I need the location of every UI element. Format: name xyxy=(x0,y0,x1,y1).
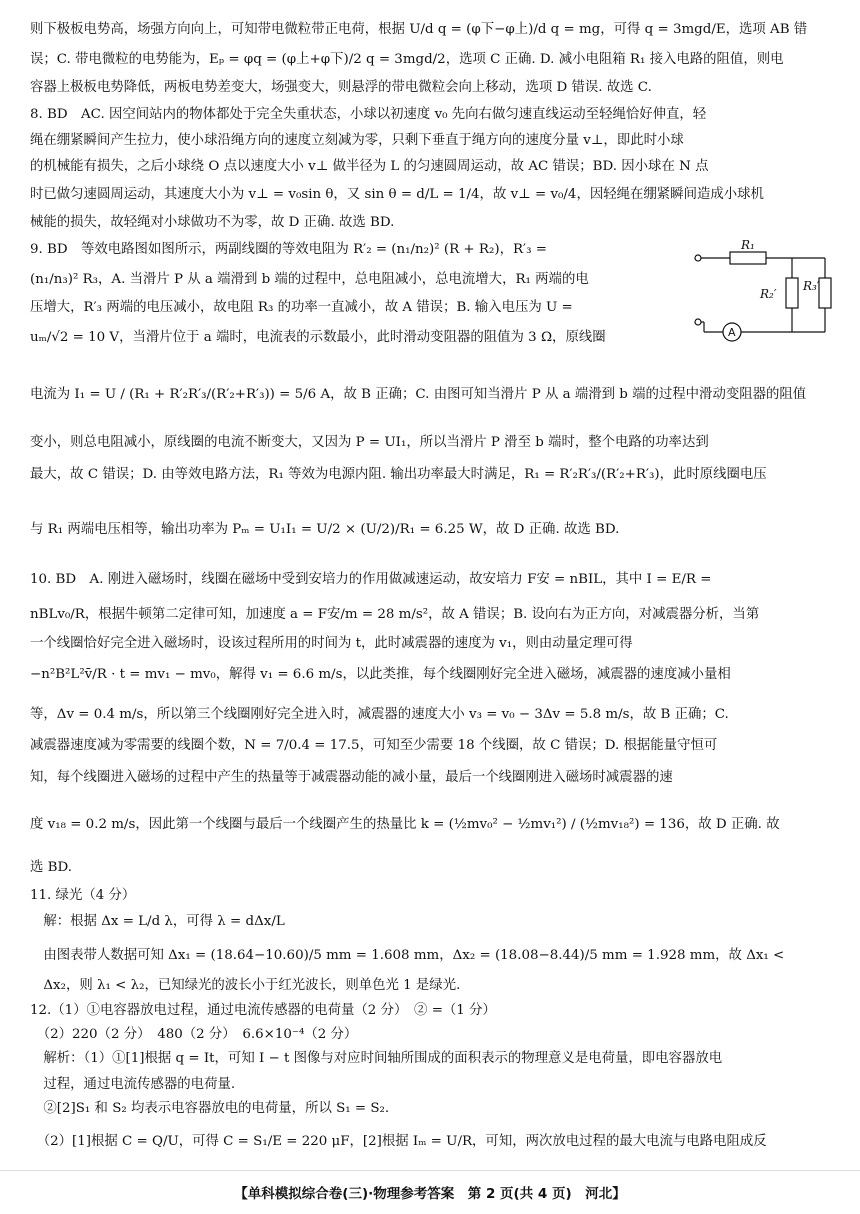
text-line: 则下极板电势高，场强方向向上，可知带电微粒带正电荷，根据 U/d q = (φ下−φ上)/d q = mg，可得 q = 3mgd/E，选项 AB 错 xyxy=(30,22,808,37)
text-line: （2）220（2 分） 480（2 分） 6.6×10⁻⁴（2 分） xyxy=(30,1027,358,1042)
r1-label: R₁ xyxy=(741,240,755,252)
footer-divider xyxy=(0,1170,860,1171)
text-line: 一个线圈恰好完全进入磁场时，设该过程所用的时间为 t，此时减震器的速度为 v₁，则由动量定理可得 xyxy=(30,636,633,651)
text-line: 误；C. 带电微粒的电势能为，Eₚ = φq = (φ上+φ下)/2 q = 3mgd/2，选项 C 正确. D. 减小电阻箱 R₁ 接入电路的阻值，则电 xyxy=(30,52,784,67)
text-line: 解：根据 Δx = L/d λ，可得 λ = dΔx/L xyxy=(30,914,285,929)
ammeter-icon: A xyxy=(728,326,736,339)
text-line: 9. BD 等效电路图如图所示，两副线圈的等效电阻为 R′₂ = (n₁/n₂)² (R + R₂)，R′₃ = xyxy=(30,242,547,257)
text-line: 由图表带人数据可知 Δx₁ = (18.64−10.60)/5 mm = 1.608 mm，Δx₂ = (18.08−8.44)/5 mm = 1.928 mm，故 Δx₁ < xyxy=(30,948,785,963)
r3-prime-label: R₃′ xyxy=(803,279,820,293)
text-line: ②[2]S₁ 和 S₂ 均表示电容器放电的电荷量，所以 S₁ = S₂. xyxy=(30,1101,390,1116)
r2-prime-label: R₂′ xyxy=(760,287,777,301)
text-line: 知，每个线圈进入磁场的过程中产生的热量等于减震器动能的减小量，最后一个线圈刚进入磁场时减震器的速 xyxy=(30,770,673,785)
text-line: 11. 绿光（4 分） xyxy=(30,888,136,903)
text-line: 时已做匀速圆周运动，其速度大小为 v⊥ = v₀sin θ，又 sin θ = d/L = 1/4，故 v⊥ = v₀/4，因轻绳在绷紧瞬间造成小球机 xyxy=(30,187,764,202)
text-line: Δx₂，则 λ₁ < λ₂，已知绿光的波长小于红光波长，则单色光 1 是绿光. xyxy=(30,978,461,993)
text-line: 变小，则总电阻减小，原线圈的电流不断变大，又因为 P = UI₁，所以当滑片 P 滑至 b 端时，整个电路的功率达到 xyxy=(30,435,709,450)
text-line: 等，Δv = 0.4 m/s，所以第三个线圈刚好完全进入时，减震器的速度大小 v₃ = v₀ − 3Δv = 5.8 m/s，故 B 正确；C. xyxy=(30,707,729,722)
text-line: nBLv₀/R，根据牛顿第二定律可知，加速度 a = F安/m = 28 m/s²，故 A 错误；B. 设向右为正方向，对减震器分析，当第 xyxy=(30,607,760,622)
text-line: 12.（1）①电容器放电过程，通过电流传感器的电荷量（2 分） ② =（1 分） xyxy=(30,1003,496,1018)
equivalent-circuit-diagram xyxy=(690,240,840,350)
page-footer: 【单科模拟综合卷(三)·物理参考答案 第 2 页(共 4 页) 河北】 xyxy=(234,1186,626,1202)
text-line: 减震器速度减为零需要的线圈个数，N = 7/0.4 = 17.5，可知至少需要 18 个线圈，故 C 错误；D. 根据能量守恒可 xyxy=(30,738,718,753)
text-line: 容器上极板电势降低，两板电势差变大，场强变大，则悬浮的带电微粒会向上移动，选项 D 错误. 故选 C. xyxy=(30,80,652,95)
text-line: 械能的损失，故轻绳对小球做功不为零，故 D 正确. 故选 BD. xyxy=(30,215,395,230)
text-line: 的机械能有损失，之后小球绕 O 点以速度大小 v⊥ 做半径为 L 的匀速圆周运动，故 AC 错误；BD. 因小球在 N 点 xyxy=(30,159,709,174)
text-line: 度 v₁₈ = 0.2 m/s，因此第一个线圈与最后一个线圈产生的热量比 k = (½mv₀² − ½mv₁²) / (½mv₁₈²) = 136，故 D 正确. 故 xyxy=(30,817,780,832)
text-line: 过程，通过电流传感器的电荷量. xyxy=(30,1077,236,1092)
text-line: −n²B²L²v̄/R · t = mv₁ − mv₀，解得 v₁ = 6.6 m/s，以此类推，每个线圈刚好完全进入磁场，减震器的速度减小量相 xyxy=(30,667,731,682)
text-line: 绳在绷紧瞬间产生拉力，使小球沿绳方向的速度立刻减为零，只剩下垂直于绳方向的速度分量 v⊥，即此时小球 xyxy=(30,133,684,148)
text-line: （2）[1]根据 C = Q/U，可得 C = S₁/E = 220 μF，[2]根据 Iₘ = U/R，可知，两次放电过程的最大电流与电路电阻成反 xyxy=(30,1134,767,1149)
text-line: 最大，故 C 错误；D. 由等效电路方法，R₁ 等效为电源内阻. 输出功率最大时满足，R₁ = R′₂R′₃/(R′₂+R′₃)，此时原线圈电压 xyxy=(30,467,767,482)
text-line: 8. BD AC. 因空间站内的物体都处于完全失重状态，小球以初速度 v₀ 先向右做匀速直线运动至轻绳恰好伸直，轻 xyxy=(30,107,707,122)
text-line: 电流为 I₁ = U / (R₁ + R′₂R′₃/(R′₂+R′₃)) = 5/6 A，故 B 正确；C. 由图可知当滑片 P 从 a 端滑到 b 端的过程中滑动变阻器的阻值 xyxy=(30,387,807,402)
text-line: 压增大，R′₃ 两端的电压减小，故电阻 R₃ 的功率一直减小，故 A 错误；B. 输入电压为 U = xyxy=(30,300,573,315)
text-line: 10. BD A. 刚进入磁场时，线圈在磁场中受到安培力的作用做减速运动，故安培力 F安 = nBIL，其中 I = E/R = xyxy=(30,572,712,587)
text-line: 与 R₁ 两端电压相等，输出功率为 Pₘ = U₁I₁ = U/2 × (U/2)/R₁ = 6.25 W，故 D 正确. 故选 BD. xyxy=(30,522,620,537)
text-line: uₘ/√2 = 10 V，当滑片位于 a 端时，电流表的示数最小，此时滑动变阻器的阻值为 3 Ω，原线圈 xyxy=(30,330,606,345)
text-line: 解析：（1）①[1]根据 q = It，可知 I − t 图像与对应时间轴所围成的面积表示的物理意义是电荷量，即电容器放电 xyxy=(30,1051,723,1066)
text-line: 选 BD. xyxy=(30,860,73,875)
text-line: (n₁/n₃)² R₃，A. 当滑片 P 从 a 端滑到 b 端的过程中，总电阻减小，总电流增大，R₁ 两端的电 xyxy=(30,272,589,287)
